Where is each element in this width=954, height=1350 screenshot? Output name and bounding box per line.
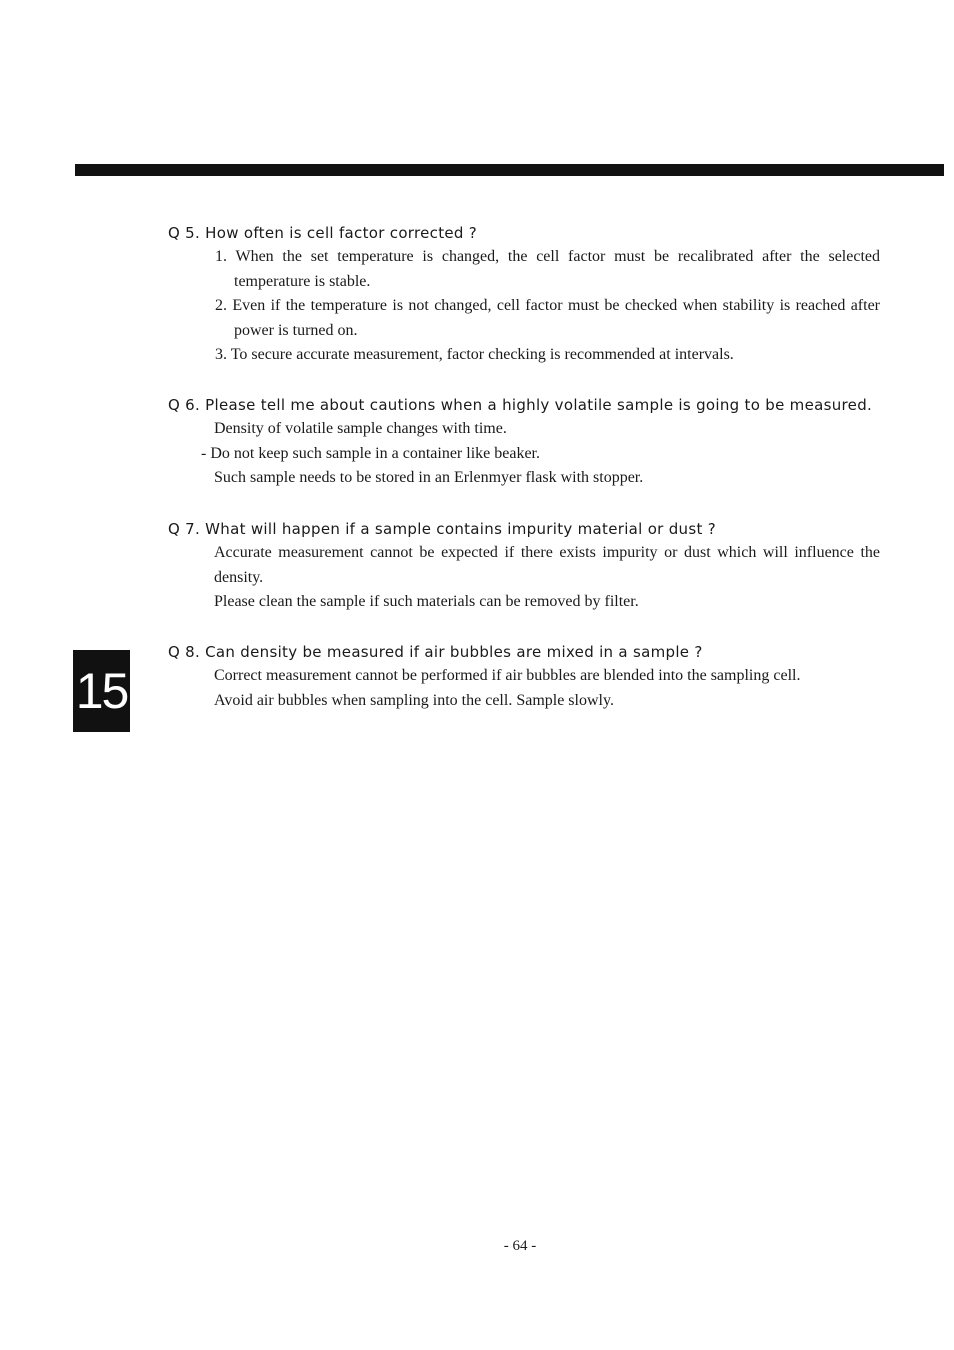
answer-line: 2. Even if the temperature is not changed, cell factor must be checked when stability is reached after power is turned on.: [215, 297, 880, 339]
header-rule: [75, 164, 944, 176]
qa-item-q7: [168, 517, 880, 615]
answer-line: Accurate measurement cannot be expected if there exists impurity or dust which will influence the density.: [214, 544, 880, 586]
question: Q 7. What will happen if a sample contains impurity material or dust ?: [168, 520, 716, 538]
answer-line: Density of volatile sample changes with time.: [214, 420, 507, 437]
page-number: - 64 -: [503, 1238, 537, 1254]
answer-line: Please clean the sample if such materials can be removed by filter.: [214, 593, 639, 610]
question: Q 8. Can density be measured if air bubbles are mixed in a sample ?: [168, 643, 703, 661]
answer-line: - Do not keep such sample in a container like beaker.: [201, 444, 540, 462]
question: Q 6. Please tell me about cautions when a highly volatile sample is going to be measured.: [168, 396, 873, 414]
qa-item-q5: [168, 221, 880, 368]
answer-line: 1. When the set temperature is changed, the cell factor must be recalibrated after the selected temperature is stable.: [215, 248, 880, 290]
question: Q 5. How often is cell factor corrected ?: [168, 224, 478, 242]
answer-line: 3. To secure accurate measurement, factor checking is recommended at intervals.: [215, 346, 734, 363]
qa-item-q8: [168, 640, 880, 713]
answer-line: Correct measurement cannot be performed if air bubbles are blended into the sampling cell.: [214, 667, 801, 684]
answer-line: Such sample needs to be stored in an Erlenmyer flask with stopper.: [214, 469, 644, 486]
answer-line: Avoid air bubbles when sampling into the cell. Sample slowly.: [214, 691, 614, 709]
chapter-tab: 15: [73, 650, 130, 732]
qa-item-q6: [168, 393, 880, 491]
